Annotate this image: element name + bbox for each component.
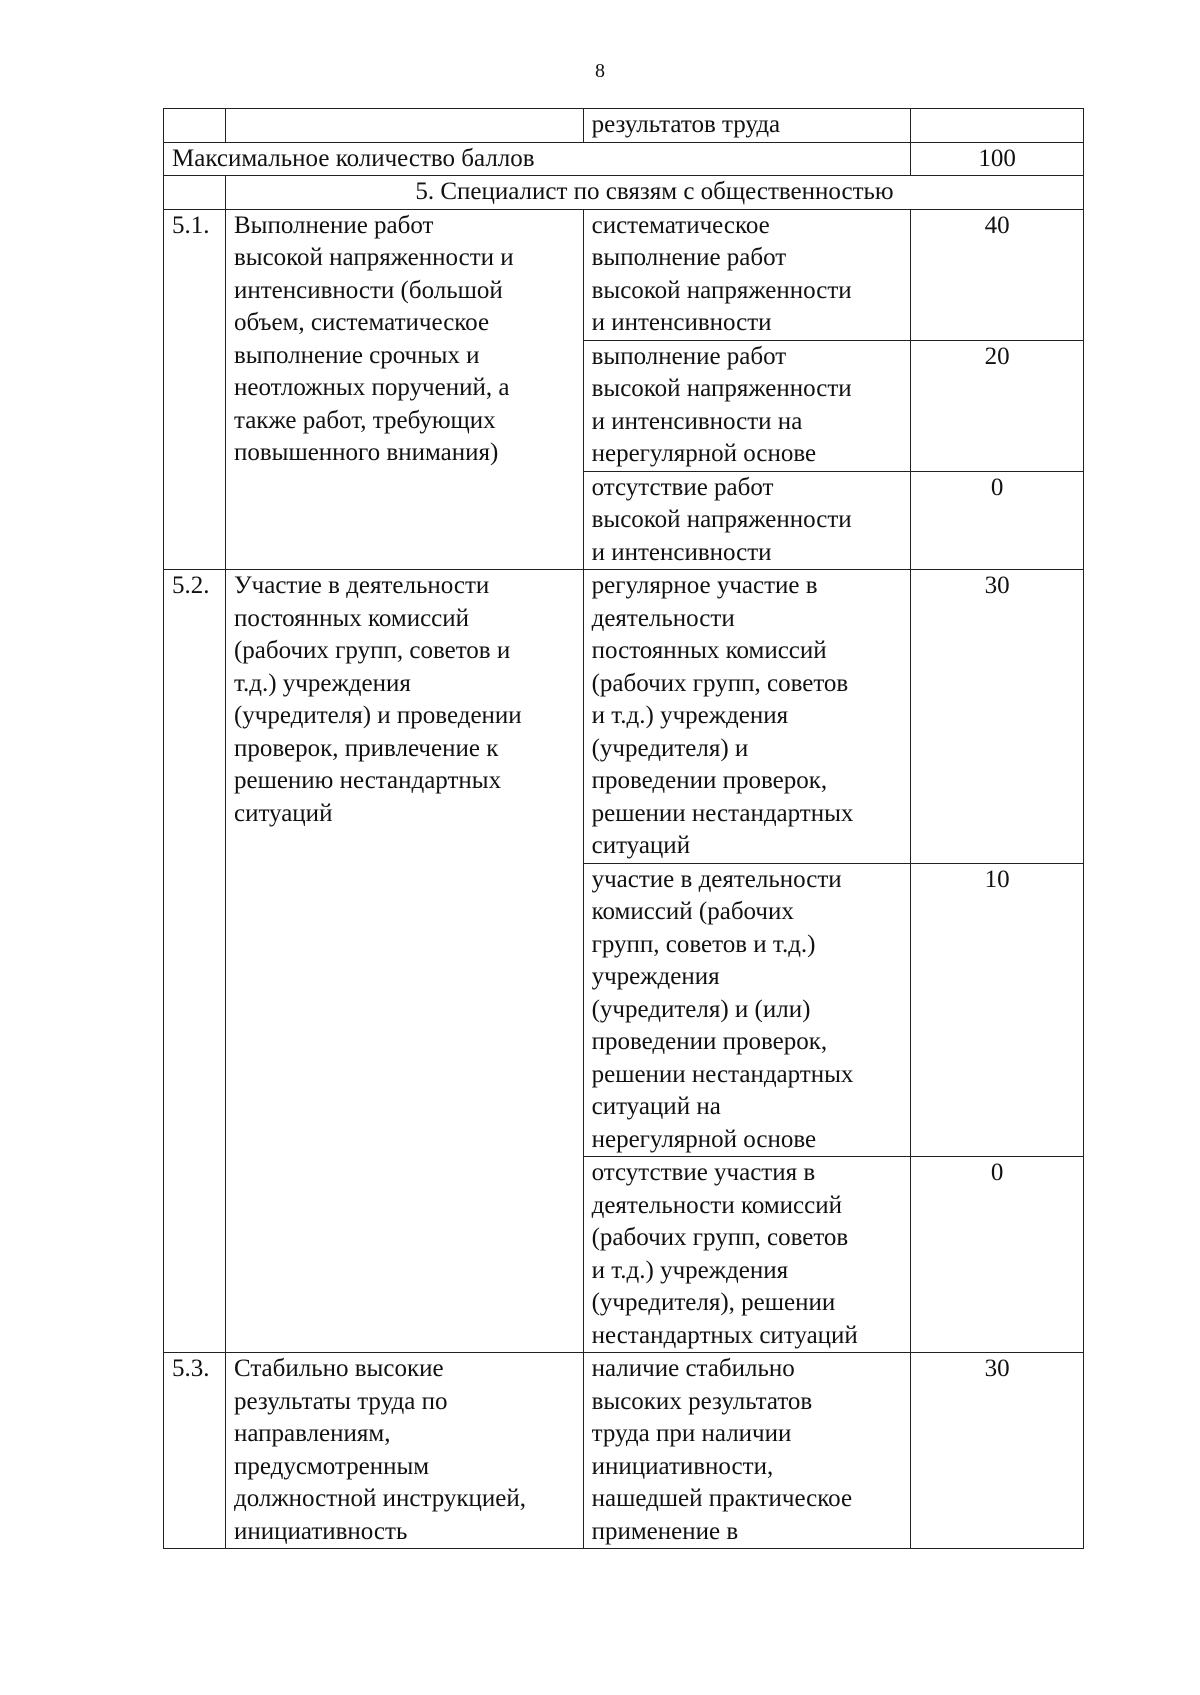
criteria-table-body [164, 109, 1084, 1549]
text-line: высокой напряженности [591, 506, 852, 533]
text-line: участие в деятельности [591, 865, 842, 893]
text-line: неотложных поручений, а [233, 374, 510, 401]
text-line: решении нестандартных [591, 799, 854, 827]
text-line: проведении проверок, [591, 767, 828, 794]
text-line: и т.д.) учреждения [591, 702, 789, 729]
score-cell: 30 [911, 570, 1084, 864]
condition-cell [583, 471, 911, 570]
condition-cell [583, 570, 911, 864]
text-line: постоянных комиссий [591, 637, 827, 664]
text-line: (рабочих групп, советов [591, 1224, 849, 1251]
text-line: предусмотренным [233, 1452, 430, 1480]
item-number: 5.2. [164, 570, 226, 1353]
condition-cell [583, 863, 911, 1157]
criterion-cell [225, 109, 583, 143]
num-cell [164, 176, 226, 210]
text-line: проверок, привлечение к [233, 734, 499, 762]
text-line: постоянных комиссий [233, 604, 470, 632]
text-line: также работ, требующих [233, 406, 496, 434]
text-line: труда при наличии [591, 1420, 792, 1447]
text-line: высоких результатов [591, 1387, 813, 1415]
item-number: 5.1. [164, 209, 226, 570]
text-line: и интенсивности на [591, 407, 803, 435]
text-line: (рабочих групп, советов [591, 669, 849, 697]
text-line: наличие стабильно [591, 1355, 795, 1382]
text-line: комиссий (рабочих [591, 898, 794, 925]
section-title: 5. Специалист по связям с общественностью [225, 176, 1083, 210]
text-line: ситуаций [233, 799, 333, 827]
text-line: повышенного внимания) [233, 439, 499, 466]
text-line: Выполнение работ [233, 211, 434, 239]
text-line: инициативности, [591, 1452, 774, 1480]
page-number: 8 [595, 60, 605, 82]
text-line: регулярное участие в [591, 572, 818, 599]
text-line: групп, советов и т.д.) [591, 930, 816, 958]
text-line: и интенсивности [591, 538, 772, 566]
table-row [164, 209, 1084, 340]
text-line: деятельности [591, 604, 735, 632]
table-row [164, 1353, 1084, 1549]
text-line: ситуаций [591, 832, 691, 859]
text-line: направлениям, [233, 1420, 391, 1447]
text-line: деятельности комиссий [591, 1191, 843, 1219]
text-line: нашедшей практическое [591, 1485, 853, 1512]
text-line: объем, систематическое [233, 309, 490, 336]
text-line: выполнение работ [591, 244, 787, 271]
condition-cell [583, 1157, 911, 1353]
text-line: Участие в деятельности [233, 572, 490, 599]
score-cell [911, 109, 1084, 143]
text-line: результаты труда по [233, 1387, 448, 1415]
score-cell: 0 [911, 1157, 1084, 1353]
max-score-label: Максимальное количество баллов [164, 142, 911, 176]
score-cell: 10 [911, 863, 1084, 1157]
score-cell: 30 [911, 1353, 1084, 1549]
text-line: отсутствие участия в [591, 1159, 816, 1186]
text-line: высокой напряженности [591, 375, 852, 402]
score-cell: 0 [911, 471, 1084, 570]
text-line: интенсивности (большой [233, 276, 503, 304]
condition-cell [583, 209, 911, 340]
text-line: и интенсивности [591, 309, 772, 336]
text-line: инициативность [233, 1517, 408, 1545]
text-line: нерегулярной основе [591, 1125, 817, 1153]
text-line: решении нестандартных [591, 1060, 854, 1088]
criterion-cell [225, 1353, 583, 1549]
text-line: проведении проверок, [591, 1028, 828, 1055]
text-line: т.д.) учреждения [233, 669, 411, 697]
text-line: высокой напряженности [591, 276, 852, 304]
text-line: применение в [591, 1517, 739, 1545]
score-cell: 20 [911, 340, 1084, 471]
condition-cell [583, 340, 911, 471]
text-line: выполнение работ [591, 342, 787, 370]
condition-cell [583, 1353, 911, 1549]
criterion-cell [225, 209, 583, 570]
num-cell [164, 109, 226, 143]
text-line: Стабильно высокие [233, 1355, 444, 1382]
text-line: систематическое [591, 211, 770, 239]
max-score-value: 100 [911, 142, 1084, 176]
section-row [164, 176, 1084, 210]
text-line: (рабочих групп, советов и [233, 637, 511, 664]
text-line: отсутствие работ [591, 473, 774, 501]
text-line: учреждения [591, 963, 720, 990]
text-line: нерегулярной основе [591, 440, 817, 467]
condition-cell: результатов труда [583, 109, 911, 143]
text-line: должностной инструкцией, [233, 1485, 527, 1512]
table-row [164, 109, 1084, 143]
criterion-cell [225, 570, 583, 1353]
text-line: ситуаций на [591, 1093, 721, 1120]
text-line: выполнение срочных и [233, 341, 480, 369]
text-line: решению нестандартных [233, 767, 502, 794]
text-line: высокой напряженности и [233, 244, 514, 271]
text-line: (учредителя) и [591, 734, 749, 762]
criteria-table [163, 108, 1084, 1549]
text-line: (учредителя) и (или) [591, 995, 811, 1023]
table-row [164, 570, 1084, 864]
text-line: и т.д.) учреждения [591, 1256, 789, 1284]
max-score-row [164, 142, 1084, 176]
text-line: нестандартных ситуаций [591, 1321, 858, 1349]
text-line: (учредителя) и проведении [233, 702, 522, 729]
item-number: 5.3. [164, 1353, 226, 1549]
score-cell: 40 [911, 209, 1084, 340]
text-line: (учредителя), решении [591, 1289, 836, 1316]
